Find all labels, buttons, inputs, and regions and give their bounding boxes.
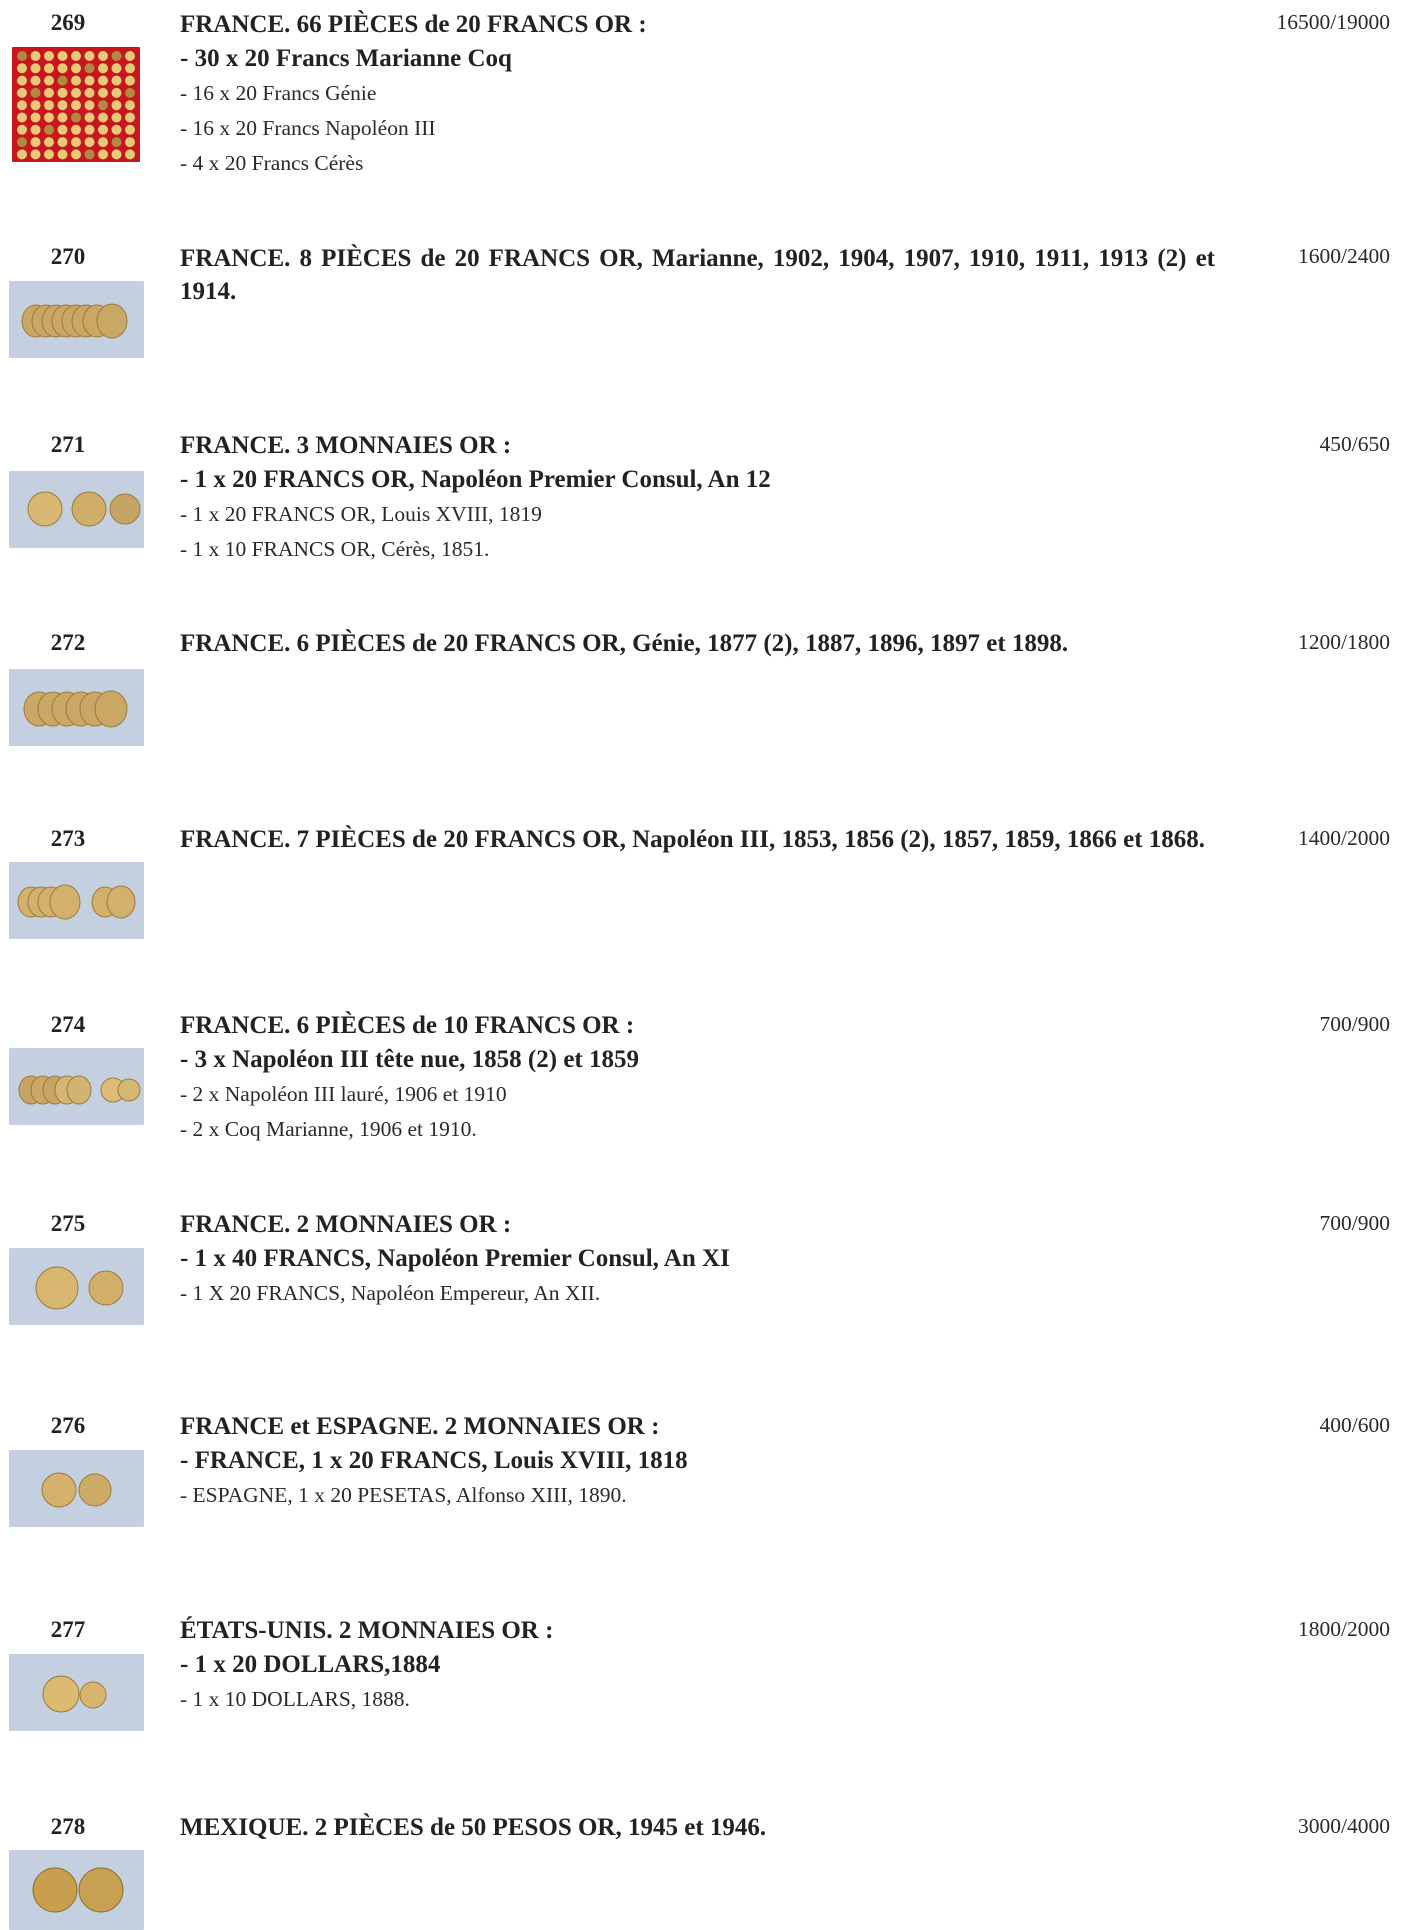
- tray-coin: [85, 113, 95, 123]
- lot-estimate: 700/900: [1319, 1012, 1390, 1036]
- tray-coin: [85, 137, 95, 147]
- tray-coin: [31, 100, 41, 110]
- tray-coin: [17, 149, 27, 159]
- lot-title: FRANCE et ESPAGNE. 2 MONNAIES OR :: [180, 1413, 660, 1440]
- tray-coin: [98, 149, 108, 159]
- tray-coin: [71, 100, 81, 110]
- lot-detail-line: - 1 x 10 FRANCS OR, Cérès, 1851.: [180, 537, 490, 561]
- tray-coin: [58, 100, 68, 110]
- tray-coin: [58, 88, 68, 98]
- tray-coin: [71, 51, 81, 61]
- lot-estimate: 400/600: [1319, 1413, 1390, 1437]
- tray-coin: [17, 51, 27, 61]
- lot-highlight: - 3 x Napoléon III tête nue, 1858 (2) et 1859: [180, 1046, 639, 1073]
- coin-row-photo[interactable]: [9, 281, 144, 358]
- two-coins-photo[interactable]: [9, 1654, 144, 1731]
- lot-detail-line: - 1 X 20 FRANCS, Napoléon Empereur, An XII.: [180, 1281, 601, 1305]
- tray-coin: [85, 51, 95, 61]
- two-coins-photo[interactable]: [9, 1450, 144, 1527]
- tray-coin: [85, 149, 95, 159]
- lot-estimate: 1200/1800: [1298, 630, 1390, 654]
- tray-coin: [44, 137, 54, 147]
- lot-detail-line: - 2 x Napoléon III lauré, 1906 et 1910: [180, 1082, 507, 1106]
- tray-coin: [58, 149, 68, 159]
- lot-detail-line: - 1 x 20 FRANCS OR, Louis XVIII, 1819: [180, 502, 542, 526]
- tray-coin: [98, 100, 108, 110]
- coin-tray-photo[interactable]: [12, 47, 140, 162]
- lot-title: FRANCE. 66 PIÈCES de 20 FRANCS OR :: [180, 11, 647, 38]
- tray-coin: [17, 76, 27, 86]
- tray-coin: [58, 63, 68, 73]
- lot-number: 272: [50, 630, 86, 655]
- lot-detail-line: - 4 x 20 Francs Cérès: [180, 151, 364, 175]
- lot-title: FRANCE. 8 PIÈCES de 20 FRANCS OR, Marianne, 1902, 1904, 1907, 1910, 1911, 1913 (2) et 1914.: [180, 245, 1215, 305]
- tray-coin: [112, 51, 122, 61]
- tray-coin: [44, 100, 54, 110]
- lot-estimate: 700/900: [1319, 1211, 1390, 1235]
- lot-title: ÉTATS-UNIS. 2 MONNAIES OR :: [180, 1617, 554, 1644]
- lot-title: FRANCE. 2 MONNAIES OR :: [180, 1211, 512, 1238]
- lot-estimate: 1800/2000: [1298, 1617, 1390, 1641]
- lot-number: 270: [50, 244, 86, 269]
- tray-coin: [125, 76, 135, 86]
- tray-coin: [125, 88, 135, 98]
- tray-coin: [98, 137, 108, 147]
- tray-coin: [58, 113, 68, 123]
- tray-coin: [112, 76, 122, 86]
- lot-title: FRANCE. 7 PIÈCES de 20 FRANCS OR, Napoléon III, 1853, 1856 (2), 1857, 1859, 1866 et 1868.: [180, 826, 1206, 853]
- tray-coin: [125, 51, 135, 61]
- tray-coin: [112, 113, 122, 123]
- tray-coin: [44, 51, 54, 61]
- lot-number: 278: [50, 1814, 86, 1839]
- lot-detail-line: - ESPAGNE, 1 x 20 PESETAS, Alfonso XIII, 1890.: [180, 1483, 627, 1507]
- lot-number: 276: [50, 1413, 86, 1438]
- tray-coin: [98, 76, 108, 86]
- tray-coin: [125, 113, 135, 123]
- lot-estimate: 16500/19000: [1276, 10, 1390, 34]
- tray-coin: [17, 125, 27, 135]
- tray-coin: [125, 100, 135, 110]
- tray-coin: [31, 63, 41, 73]
- two-coins-photo[interactable]: [9, 1248, 144, 1325]
- tray-coin: [98, 113, 108, 123]
- tray-coin: [58, 51, 68, 61]
- lot-estimate: 1600/2400: [1298, 244, 1390, 268]
- lot-highlight: - 1 x 40 FRANCS, Napoléon Premier Consul, An XI: [180, 1245, 730, 1272]
- tray-coin: [98, 125, 108, 135]
- lot-estimate: 1400/2000: [1298, 826, 1390, 850]
- tray-coin: [85, 76, 95, 86]
- tray-coin: [71, 125, 81, 135]
- tray-coin: [31, 76, 41, 86]
- tray-coin: [125, 137, 135, 147]
- lot-number: 269: [50, 10, 86, 35]
- lot-number: 274: [50, 1012, 86, 1037]
- two-large-coins-photo[interactable]: [9, 1850, 144, 1930]
- tray-coin: [71, 137, 81, 147]
- coin-groups-photo[interactable]: [9, 862, 144, 939]
- lot-highlight: - 30 x 20 Francs Marianne Coq: [180, 45, 512, 72]
- tray-coin: [44, 88, 54, 98]
- lot-title: FRANCE. 3 MONNAIES OR :: [180, 432, 512, 459]
- tray-coin: [44, 125, 54, 135]
- tray-coin: [112, 149, 122, 159]
- tray-coin: [85, 125, 95, 135]
- tray-coin: [58, 137, 68, 147]
- lot-title: FRANCE. 6 PIÈCES de 10 FRANCS OR :: [180, 1012, 635, 1039]
- lot-number: 273: [50, 826, 86, 851]
- lot-highlight: - FRANCE, 1 x 20 FRANCS, Louis XVIII, 1818: [180, 1447, 688, 1474]
- tray-coin: [98, 51, 108, 61]
- lot-number: 275: [50, 1211, 86, 1236]
- tray-coin: [112, 100, 122, 110]
- coin-row-photo[interactable]: [9, 669, 144, 746]
- tray-coin: [44, 63, 54, 73]
- lot-estimate: 3000/4000: [1298, 1814, 1390, 1838]
- tray-coin: [125, 125, 135, 135]
- tray-coin: [17, 100, 27, 110]
- tray-coin: [112, 125, 122, 135]
- tray-coin: [112, 63, 122, 73]
- lot-number: 277: [50, 1617, 86, 1642]
- tray-coin: [58, 125, 68, 135]
- tray-coin: [31, 88, 41, 98]
- tray-coin: [98, 88, 108, 98]
- tray-coin: [44, 113, 54, 123]
- three-coins-photo[interactable]: [9, 471, 144, 548]
- lot-title: FRANCE. 6 PIÈCES de 20 FRANCS OR, Génie, 1877 (2), 1887, 1896, 1897 et 1898.: [180, 630, 1069, 657]
- tray-coin: [85, 88, 95, 98]
- tray-coin: [58, 76, 68, 86]
- tray-coin: [17, 63, 27, 73]
- lot-highlight: - 1 x 20 FRANCS OR, Napoléon Premier Consul, An 12: [180, 466, 771, 493]
- tray-coin: [31, 137, 41, 147]
- tray-coin: [71, 113, 81, 123]
- lot-detail-line: - 1 x 10 DOLLARS, 1888.: [180, 1687, 410, 1711]
- tray-coin: [44, 76, 54, 86]
- tray-coin: [17, 113, 27, 123]
- tray-coin: [98, 63, 108, 73]
- tray-coin: [112, 88, 122, 98]
- tray-coin: [17, 88, 27, 98]
- tray-coin: [71, 149, 81, 159]
- tray-coin: [44, 149, 54, 159]
- lot-title: MEXIQUE. 2 PIÈCES de 50 PESOS OR, 1945 et 1946.: [180, 1814, 767, 1841]
- lot-detail-line: - 16 x 20 Francs Napoléon III: [180, 116, 436, 140]
- tray-coin: [31, 125, 41, 135]
- tray-coin: [31, 51, 41, 61]
- tray-coin: [31, 113, 41, 123]
- tray-coin: [71, 76, 81, 86]
- tray-coin: [71, 88, 81, 98]
- coin-groups-photo[interactable]: [9, 1048, 144, 1125]
- lot-number: 271: [50, 432, 86, 457]
- tray-coin: [31, 149, 41, 159]
- tray-coin: [85, 100, 95, 110]
- lot-detail-line: - 2 x Coq Marianne, 1906 et 1910.: [180, 1117, 477, 1141]
- lot-detail-line: - 16 x 20 Francs Génie: [180, 81, 377, 105]
- tray-coin: [17, 137, 27, 147]
- tray-coin: [85, 63, 95, 73]
- lot-highlight: - 1 x 20 DOLLARS,1884: [180, 1651, 441, 1678]
- tray-coin: [71, 63, 81, 73]
- tray-coin: [125, 149, 135, 159]
- lot-estimate: 450/650: [1319, 432, 1390, 456]
- tray-coin: [125, 63, 135, 73]
- tray-coin: [112, 137, 122, 147]
